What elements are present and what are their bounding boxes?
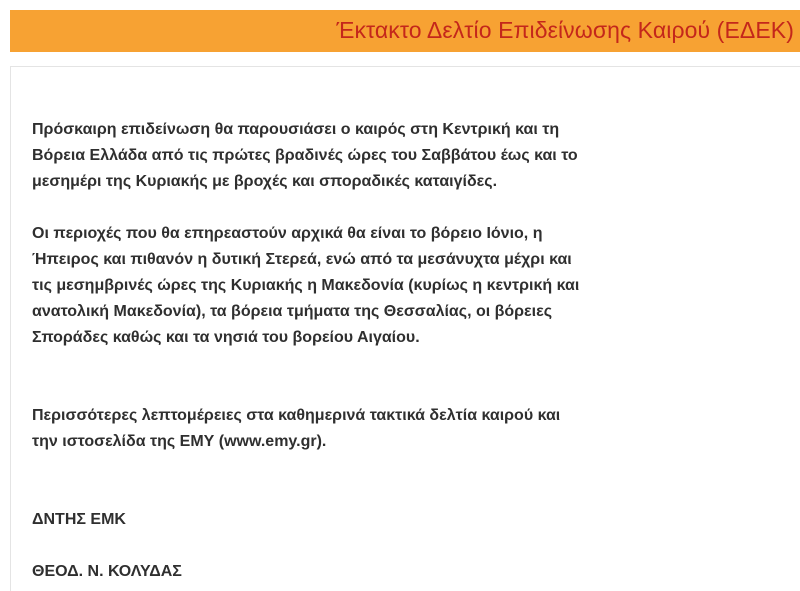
signature-name: ΘΕΟΔ. Ν. ΚΟΛΥΔΑΣ [32,563,182,580]
header-bar [10,10,800,52]
bulletin-paragraph-1 [32,117,692,195]
paragraph-line: Περισσότερες λεπτομέρειες στα καθημερινά τακτικά δελτία καιρού και [32,407,561,424]
bulletin-paragraph-3 [32,403,692,455]
paragraph-line: Ήπειρος και πιθανόν η δυτική Στερεά, ενώ από τα μεσάνυχτα μέχρι και [32,251,572,268]
page-title: Έκτακτο Δελτίο Επιδείνωσης Καιρού (ΕΔΕΚ) [336,17,794,43]
bulletin-paragraph-2 [32,221,692,351]
bulletin-panel [10,66,800,591]
paragraph-line: Σποράδες καθώς και τα νησιά του βορείου Αιγαίου. [32,329,420,346]
paragraph-line: Οι περιοχές που θα επηρεαστούν αρχικά θα είναι το βόρειο Ιόνιο, η [32,225,543,242]
paragraph-line: μεσημέρι της Κυριακής με βροχές και σποραδικές καταιγίδες. [32,173,498,190]
paragraph-line: Πρόσκαιρη επιδείνωση θα παρουσιάσει ο καιρός στη Κεντρική και τη [32,121,560,138]
bulletin-content [32,117,692,585]
paragraph-line: ανατολική Μακεδονία), τα βόρεια τμήματα της Θεσσαλίας, οι βόρειες [32,303,553,320]
paragraph-line: Βόρεια Ελλάδα από τις πρώτες βραδινές ώρες του Σαββάτου έως και το [32,147,578,164]
paragraph-line: την ιστοσελίδα της ΕΜΥ (www.emy.gr). [32,433,327,450]
paragraph-line: τις μεσημβρινές ώρες της Κυριακής η Μακεδονία (κυρίως η κεντρική και [32,277,580,294]
signature-title: ΔΝΤΗΣ ΕΜΚ [32,511,126,528]
